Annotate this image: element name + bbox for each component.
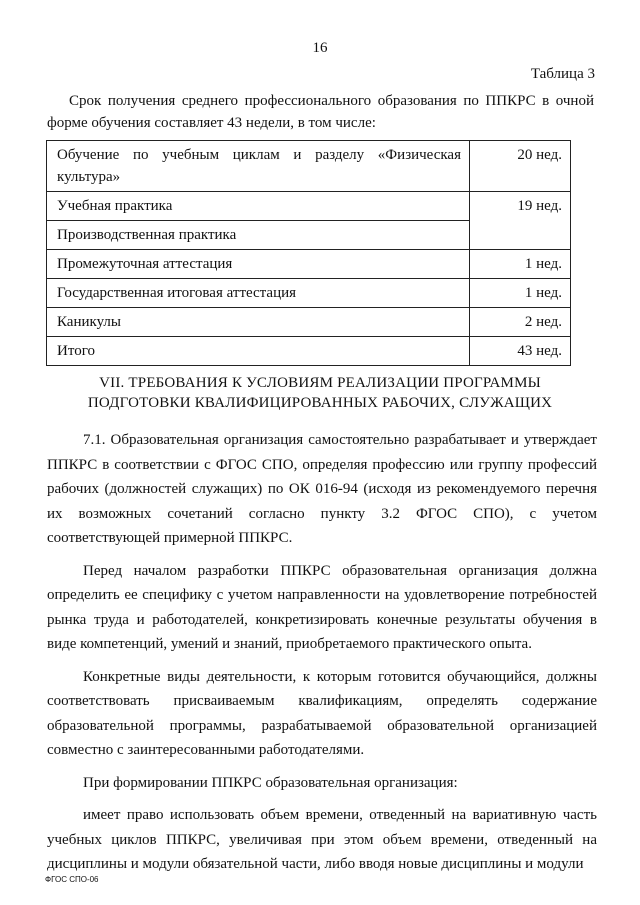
row-value: 19 нед. xyxy=(470,192,571,250)
paragraph: Конкретные виды деятельности, к которым готовится обучающийся, должны соответствовать присваиваемым квалификациям, определять содержание образовательной программы, разрабатываемой образовательной организацией совместно с заинтересованными работодателями. xyxy=(47,668,597,758)
paragraph: При формировании ППКРС образовательная организация: xyxy=(83,774,458,791)
paragraph: 7.1. Образовательная организация самостоятельно разрабатывает и утверждает ППКРС в соответствии с ФГОС СПО, определяя профессию или группу профессий рабочих (должностей служащих) по ОК 016-94 (исходя из рекомендуемого перечня их возможных сочетаний согласно пункту 3.2 ФГОС СПО), с учетом соответствующей примерной ППКРС. xyxy=(47,432,597,546)
paragraph: Перед началом разработки ППКРС образовательная организация должна определить ее специфику с учетом направленности на удовлетворение потребностей рынка труда и работодателей, конкретизировать конечные результаты обучения в виде компетенций, умений и знаний, приобретаемого практического опыта. xyxy=(47,562,597,652)
footer-code: ФГОС СПО-06 xyxy=(45,875,99,884)
row-label: Каникулы xyxy=(47,308,470,337)
row-value: 20 нед. xyxy=(470,141,571,192)
page-number: 16 xyxy=(312,40,328,56)
row-label: Промежуточная аттестация xyxy=(47,250,470,279)
table-row xyxy=(47,141,571,192)
row-value: 1 нед. xyxy=(470,279,571,308)
row-value: 2 нед. xyxy=(470,308,571,337)
row-label: Учебная практика xyxy=(47,192,470,221)
table-row xyxy=(47,308,571,337)
table-row xyxy=(47,337,571,366)
paragraph: имеет право использовать объем времени, отведенный на вариативную часть учебных циклов ППКРС, увеличивая при этом объем времени, отведенный на дисциплины и модули обязательной части, либо вводя новые дисциплины и модули xyxy=(47,807,597,872)
section-heading xyxy=(0,373,640,413)
row-value: 43 нед. xyxy=(470,337,571,366)
study-duration-table xyxy=(46,140,571,366)
body-text xyxy=(47,428,597,885)
table-label: Таблица 3 xyxy=(530,66,595,82)
intro-paragraph: Срок получения среднего профессионального образования по ППКРС в очной форме обучения составляет 43 недели, в том числе: xyxy=(47,93,594,131)
row-label: Производственная практика xyxy=(47,221,470,250)
section-heading-line: VII. ТРЕБОВАНИЯ К УСЛОВИЯМ РЕАЛИЗАЦИИ ПРОГРАММЫ xyxy=(99,375,541,391)
row-label: Итого xyxy=(47,337,470,366)
section-heading-line: ПОДГОТОВКИ КВАЛИФИЦИРОВАННЫХ РАБОЧИХ, СЛУЖАЩИХ xyxy=(87,395,553,411)
row-label: Обучение по учебным циклам и разделу «Физическая культура» xyxy=(47,141,470,192)
row-value: 1 нед. xyxy=(470,250,571,279)
table-row xyxy=(47,250,571,279)
row-label: Государственная итоговая аттестация xyxy=(47,279,470,308)
table-row xyxy=(47,192,571,221)
table-row xyxy=(47,279,571,308)
